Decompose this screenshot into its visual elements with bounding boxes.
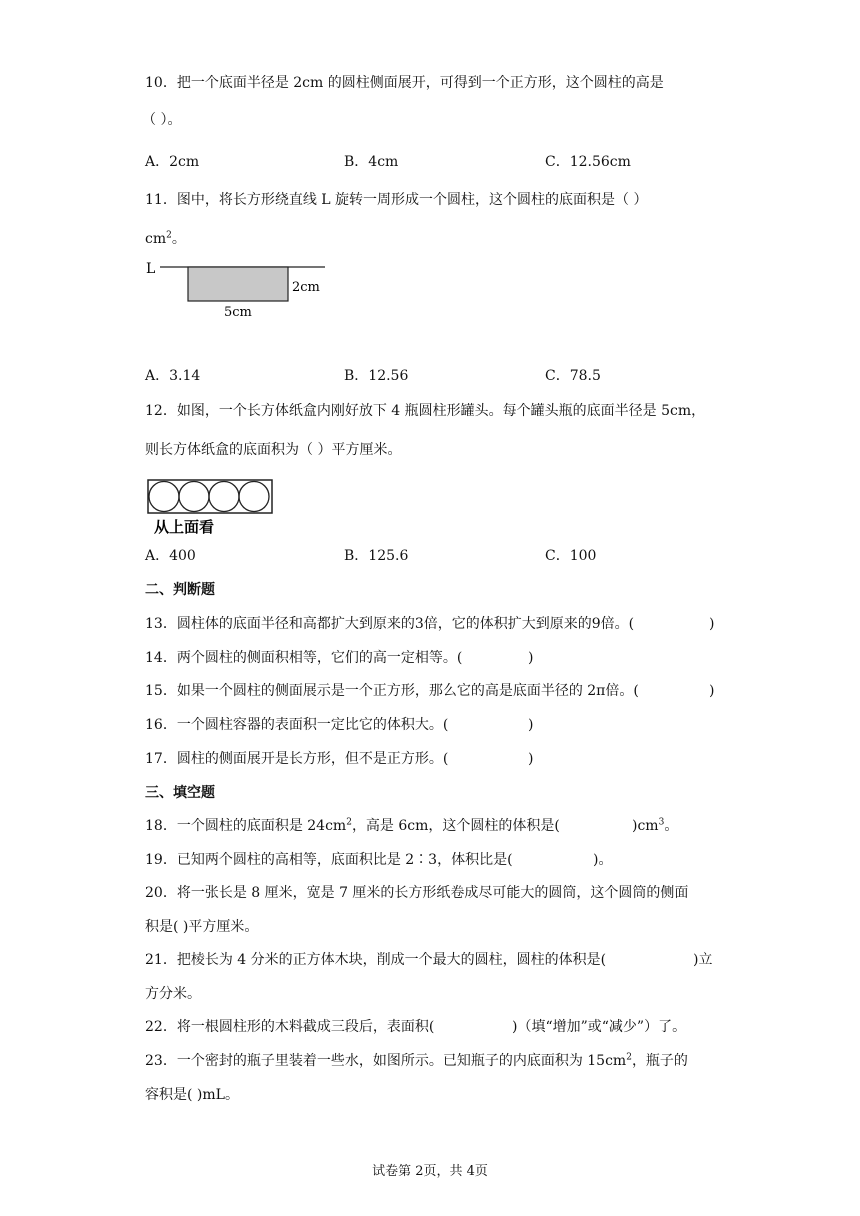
q10-option-b: B．4cm [344,154,399,170]
q14-stem: 14．两个圆柱的侧面积相等，它们的高一定相等。( [145,650,463,666]
q18-stem-end: )$cm^3$。 [632,817,679,834]
q13-stem: 13．圆柱体的底面半径和高都扩大到原来的3倍，它的体积扩大到原来的9倍。( [145,616,635,632]
q23-stem-line1: 23．一个密封的瓶子里装着一些水，如图所示。已知瓶子的内底面积为 $15cm^2$，瓶子的 [145,1052,688,1069]
q11-option-a: A．3.14 [145,368,201,384]
q12-can-1 [149,482,179,512]
q17-paren-close: ) [528,751,534,767]
q17-stem: 17．圆柱的侧面展开是长方形，但不是正方形。( [145,751,449,767]
section-true-false-heading: 二、判断题 [145,582,215,598]
q11-rectangle-figure [140,255,340,325]
q23-stem-line2: 容积是( )mL。 [145,1087,239,1103]
q18-stem: 18．一个圆柱的底面积是 $24cm^2$，高是 6cm，这个圆柱的体积是( [145,817,560,834]
q20-stem-line2: 积是( )平方厘米。 [145,919,259,935]
q11-height-label: 2cm [292,280,320,295]
page-footer: 试卷第 2页，共 4页 [372,1164,488,1179]
q11-stem-line2: $cm^2$。 [145,230,186,247]
q16-paren-close: ) [528,717,534,733]
q14-paren-close: ) [528,650,534,666]
q12-stem-line1: 12．如图，一个长方体纸盒内刚好放下 4 瓶圆柱形罐头。每个罐头瓶的底面半径是 5cm， [145,403,706,419]
q11-option-b: B．12.56 [344,368,409,384]
q10-stem-line2: （ ）。 [142,112,182,128]
q12-option-b: B．125.6 [344,548,409,564]
q12-option-a: A．400 [145,548,196,564]
q11-shaded-rectangle [188,267,288,301]
q12-can-4 [239,482,269,512]
q12-box-outline [148,480,272,513]
q13-paren-close: ) [709,616,715,632]
q11-stem-line1: 11．图中，将长方形绕直线 L 旋转一周形成一个圆柱，这个圆柱的底面积是（ ） [145,192,648,208]
q12-figure-caption: 从上面看 [154,518,215,536]
q21-stem-line2: 方分米。 [145,986,201,1002]
q16-stem: 16．一个圆柱容器的表面积一定比它的体积大。( [145,717,449,733]
section-fill-blank-heading: 三、填空题 [145,785,215,801]
q10-option-c: C．12.56cm [545,154,631,170]
q12-box-figure [146,476,278,538]
q12-stem-line2: 则长方体纸盒的底面积为（ ）平方厘米。 [145,442,402,458]
q10-option-a: A．2cm [145,154,200,170]
q22-stem-end: )（填“增加”或“减少”）了。 [512,1019,687,1035]
q21-stem-line1-end: )立 [693,952,713,968]
q12-option-c: C．100 [545,548,597,564]
q12-can-3 [209,482,239,512]
q19-stem-end: )。 [593,852,613,868]
q11-axis-label: L [146,261,156,277]
q12-can-2 [179,482,209,512]
q11-option-c: C．78.5 [545,368,601,384]
q11-width-label: 5cm [224,305,252,320]
q15-paren-close: ) [709,683,715,699]
q15-stem: 15．如果一个圆柱的侧面展示是一个正方形，那么它的高是底面半径的 2π倍。( [145,683,639,699]
q21-stem-line1: 21．把棱长为 4 分米的正方体木块，削成一个最大的圆柱，圆柱的体积是( [145,952,607,968]
q10-stem-line1: 10．把一个底面半径是 2cm 的圆柱侧面展开，可得到一个正方形，这个圆柱的高是 [145,75,664,91]
q22-stem: 22．将一根圆柱形的木料截成三段后，表面积( [145,1019,435,1035]
q19-stem: 19．已知两个圆柱的高相等，底面积比是 2∶3，体积比是( [145,852,513,868]
q20-stem-line1: 20．将一张长是 8 厘米，宽是 7 厘米的长方形纸卷成尽可能大的圆筒，这个圆筒的侧面 [145,885,689,901]
